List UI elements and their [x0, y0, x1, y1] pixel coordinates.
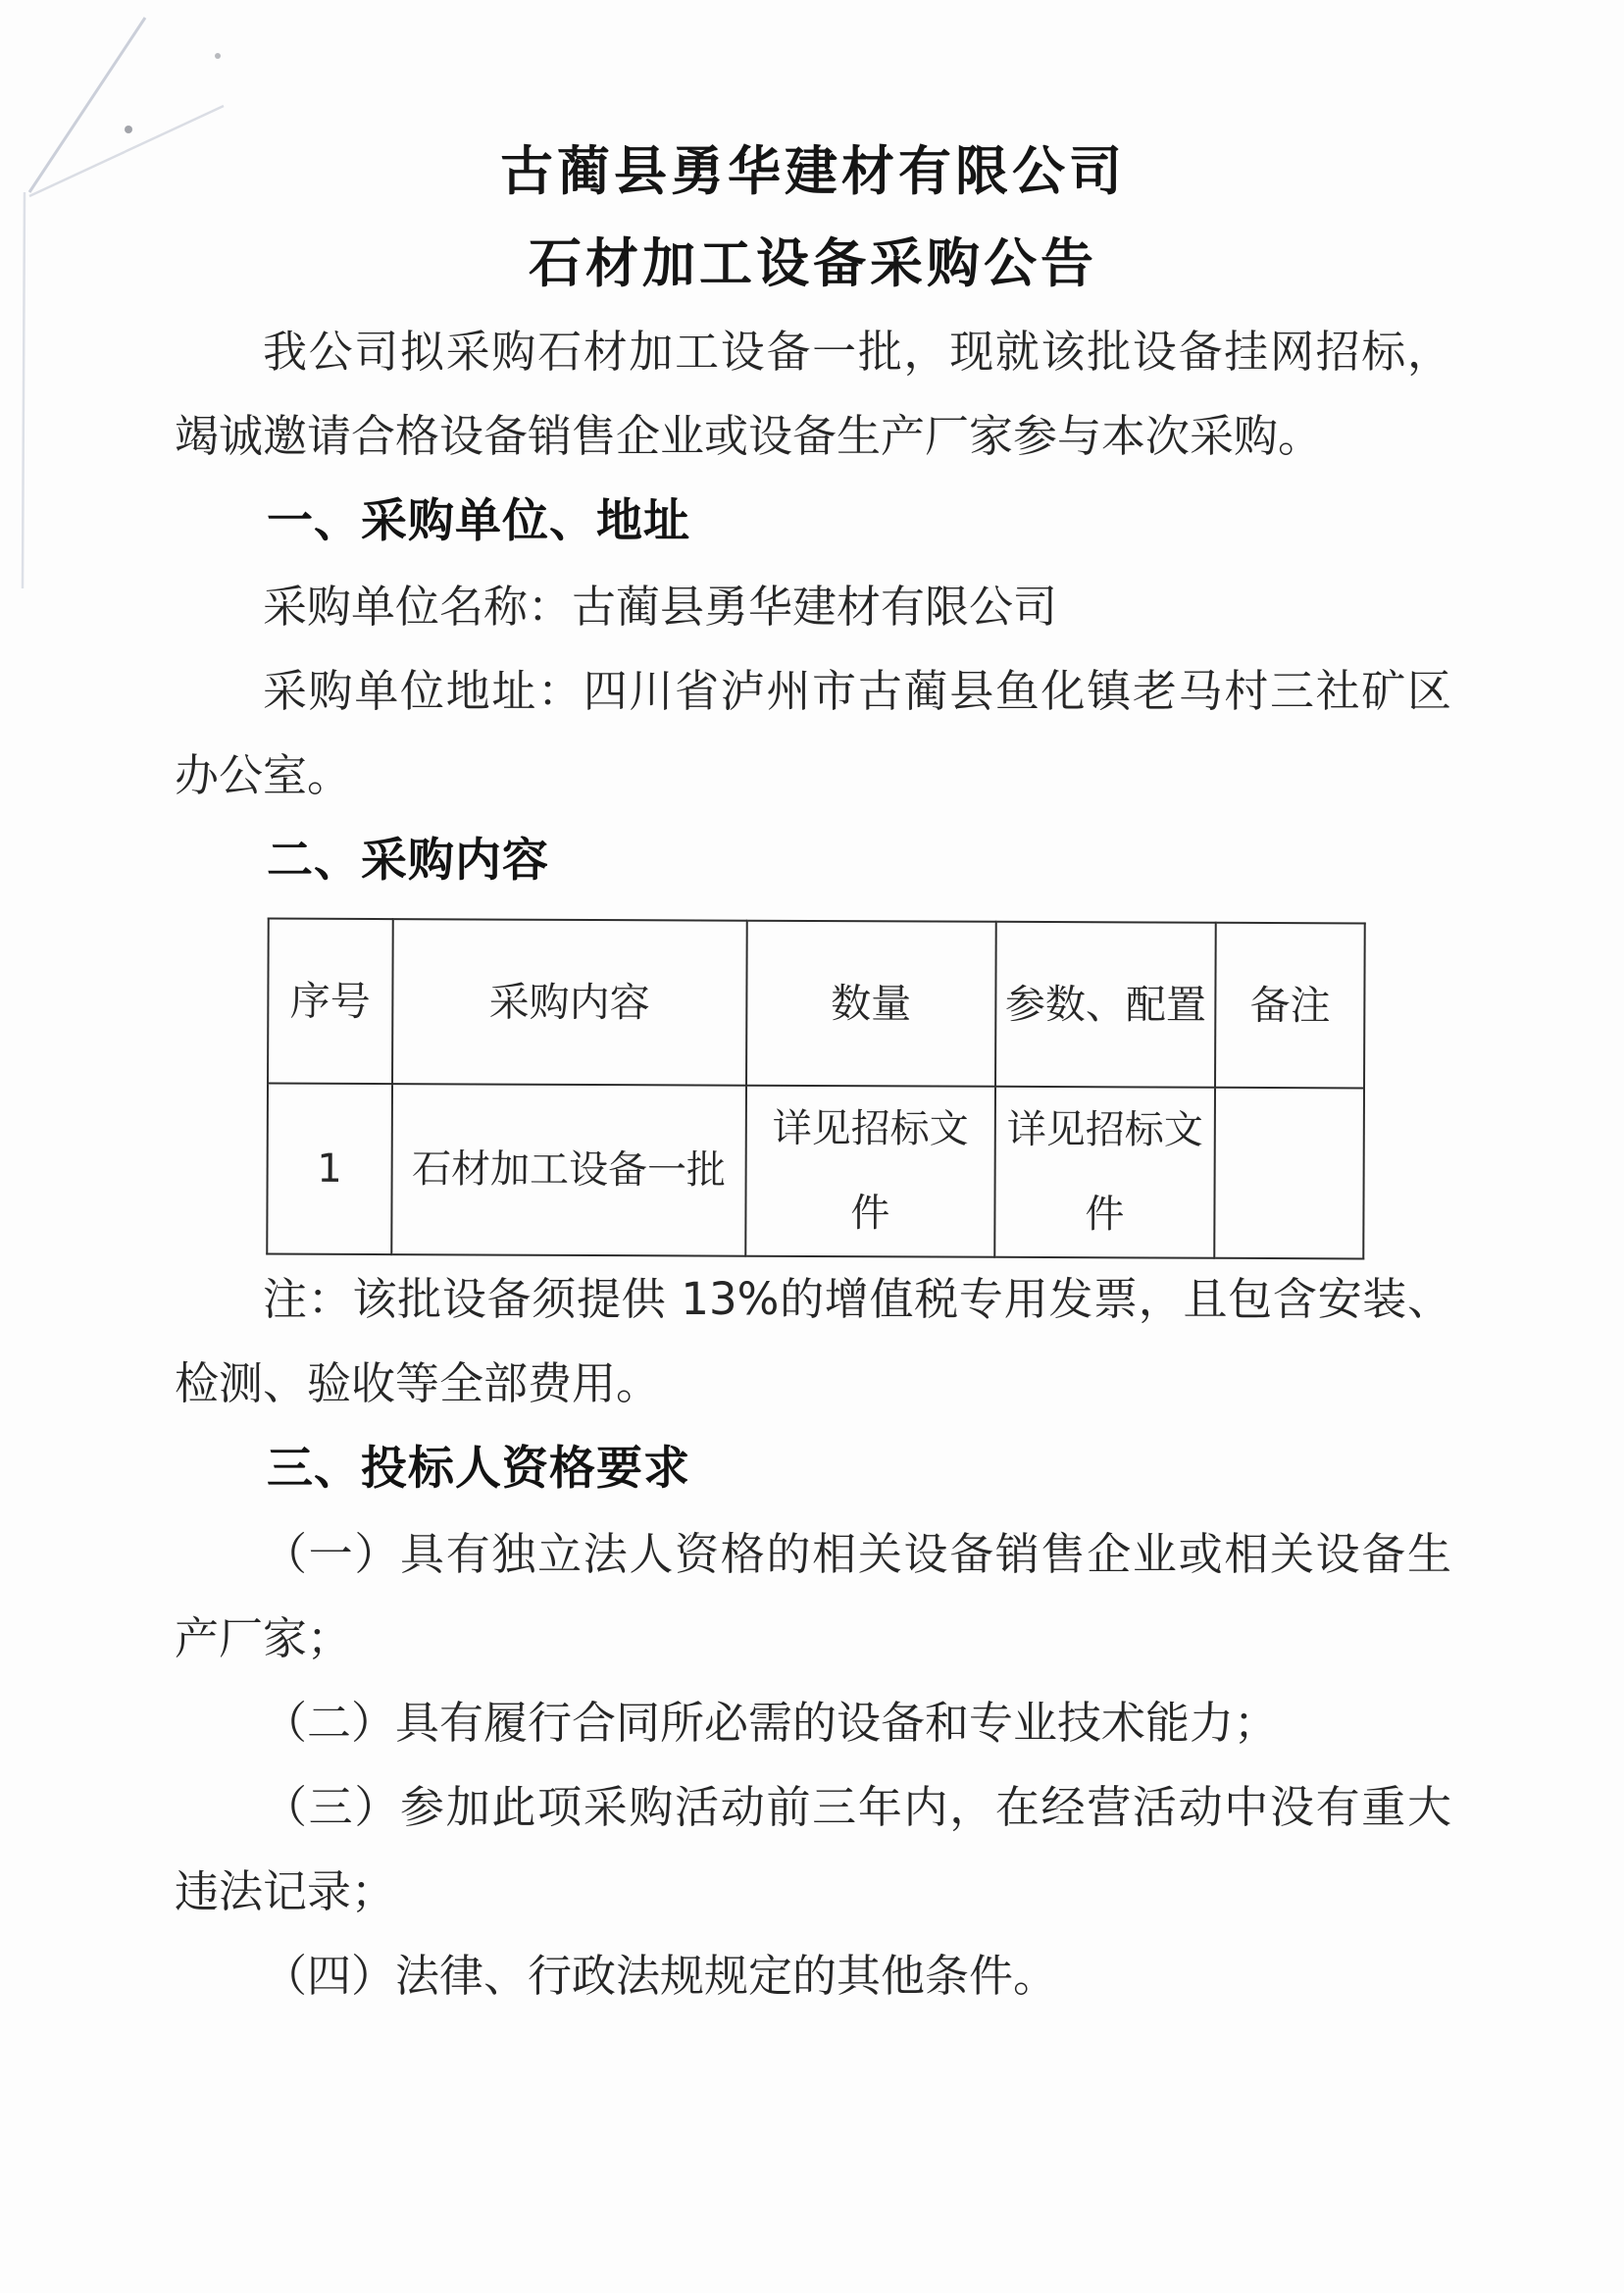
- qualification-requirements-list: [175, 1512, 1451, 2018]
- document-body: [175, 126, 1451, 2018]
- col-header-remarks: 备注: [1215, 923, 1364, 1089]
- purchase-content-table: [266, 918, 1365, 1260]
- cell-quantity: 详见招标文件: [745, 1086, 994, 1257]
- cell-params: 详见招标文件: [994, 1087, 1216, 1258]
- purchaser-name-line: 采购单位名称：古蔺县勇华建材有限公司: [263, 581, 1058, 633]
- title-line-2: 石材加工设备采购公告: [529, 232, 1097, 294]
- intro-paragraph: 我公司拟采购石材加工设备一批，现就该批设备挂网招标，竭诚邀请合格设备销售企业或设备生产厂家参与本次采购。: [175, 326, 1451, 462]
- requirement-item-4: （四）法律、行政法规规定的其他条件。: [263, 1950, 1058, 2002]
- title-line-1: 古蔺县勇华建材有限公司: [500, 140, 1126, 202]
- col-header-params: 参数、配置: [995, 922, 1216, 1088]
- requirement-item-1: （一）具有独立法人资格的相关设备销售企业或相关设备生产厂家；: [175, 1528, 1451, 1664]
- cell-content: 石材加工设备一批: [391, 1084, 746, 1256]
- document-title: [175, 126, 1451, 310]
- requirement-item-3: （三）参加此项采购活动前三年内，在经营活动中没有重大违法记录；: [175, 1781, 1451, 1917]
- purchaser-address-line: 采购单位地址：四川省泸州市古蔺县鱼化镇老马村三社矿区办公室。: [175, 665, 1451, 801]
- table-header-row: [268, 919, 1365, 1089]
- section2-heading: 二、采购内容: [267, 834, 549, 888]
- cell-remarks: [1215, 1088, 1364, 1259]
- section3-heading: 三、投标人资格要求: [267, 1442, 690, 1496]
- col-header-quantity: 数量: [746, 921, 995, 1087]
- table-note: 注：该批设备须提供 13%的增值税专用发票，且包含安装、检测、验收等全部费用。: [175, 1273, 1451, 1409]
- section1-heading: 一、采购单位、地址: [267, 494, 690, 548]
- col-header-content: 采购内容: [392, 919, 747, 1086]
- col-header-seq: 序号: [268, 919, 392, 1085]
- table-row: [267, 1084, 1364, 1259]
- cell-seq: 1: [267, 1084, 391, 1255]
- requirement-item-2: （二）具有履行合同所必需的设备和专业技术能力；: [263, 1697, 1279, 1749]
